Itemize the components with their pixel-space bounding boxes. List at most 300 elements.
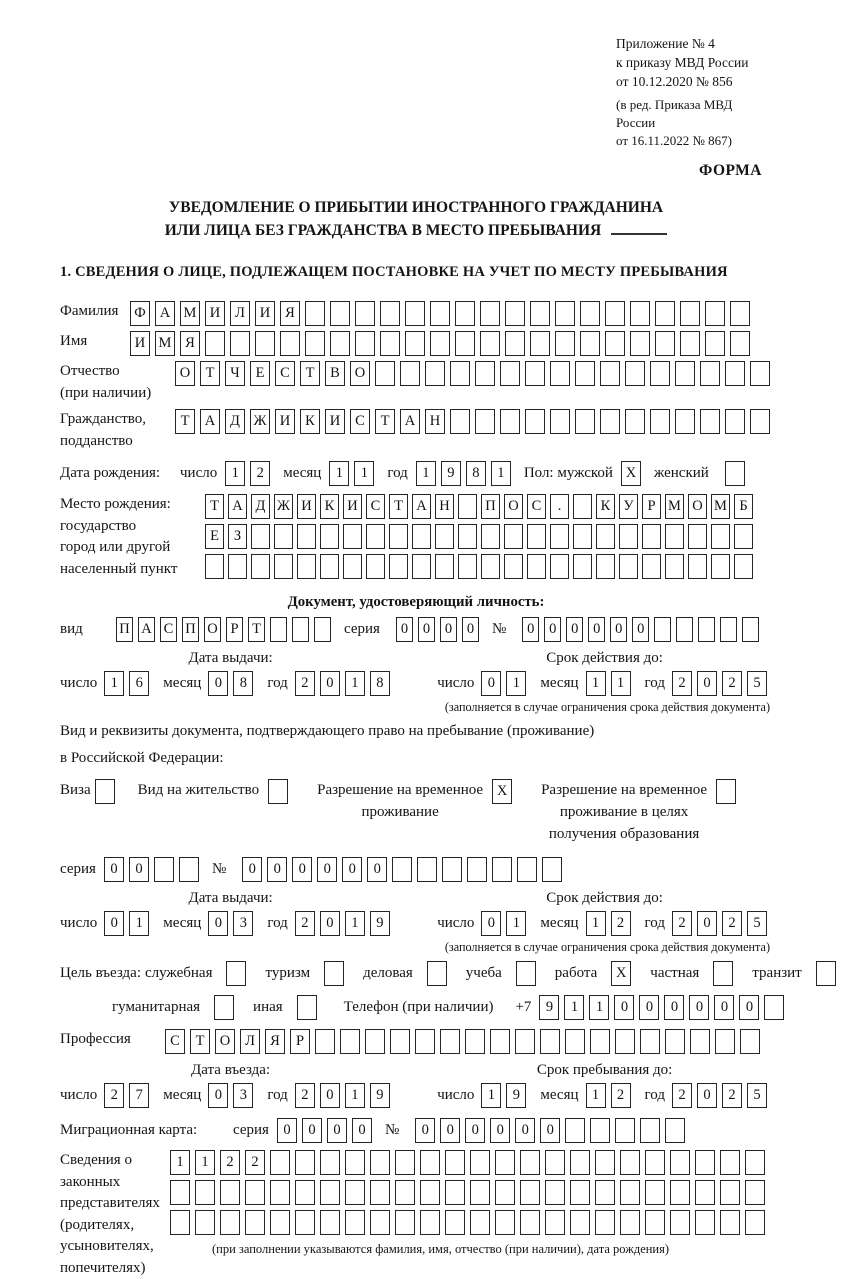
form-cell[interactable] xyxy=(305,331,325,356)
form-cell[interactable]: 0 xyxy=(639,995,659,1020)
form-cell[interactable] xyxy=(370,1180,390,1205)
form-cell[interactable] xyxy=(320,1180,340,1205)
form-cell[interactable] xyxy=(314,617,331,642)
form-cell[interactable] xyxy=(620,1150,640,1175)
form-cell[interactable]: 9 xyxy=(539,995,559,1020)
form-cell[interactable] xyxy=(440,1029,460,1054)
form-cell[interactable] xyxy=(730,331,750,356)
form-cell[interactable] xyxy=(405,331,425,356)
form-cell[interactable] xyxy=(720,617,737,642)
form-cell[interactable]: 1 xyxy=(586,671,606,696)
form-cell[interactable] xyxy=(355,301,375,326)
form-cell[interactable]: 0 xyxy=(320,671,340,696)
form-cell[interactable] xyxy=(475,361,495,386)
form-cell[interactable] xyxy=(430,331,450,356)
form-cell[interactable]: И xyxy=(205,301,225,326)
form-cell[interactable] xyxy=(645,1210,665,1235)
form-cell[interactable] xyxy=(542,857,562,882)
form-cell[interactable] xyxy=(530,331,550,356)
form-cell[interactable] xyxy=(226,961,246,986)
form-cell[interactable]: С xyxy=(165,1029,185,1054)
form-cell[interactable] xyxy=(455,301,475,326)
form-cell[interactable]: И xyxy=(343,494,362,519)
form-cell[interactable] xyxy=(365,1029,385,1054)
form-cell[interactable] xyxy=(324,961,344,986)
form-cell[interactable] xyxy=(725,461,745,486)
form-cell[interactable]: 0 xyxy=(415,1118,435,1143)
form-cell[interactable] xyxy=(515,1029,535,1054)
form-cell[interactable]: 8 xyxy=(466,461,486,486)
form-cell[interactable]: 2 xyxy=(245,1150,265,1175)
form-cell[interactable] xyxy=(179,857,199,882)
form-cell[interactable]: 0 xyxy=(208,1083,228,1108)
form-cell[interactable] xyxy=(415,1029,435,1054)
form-cell[interactable] xyxy=(467,857,487,882)
form-cell[interactable] xyxy=(665,524,684,549)
form-cell[interactable]: 1 xyxy=(589,995,609,1020)
form-cell[interactable]: Р xyxy=(290,1029,310,1054)
form-cell[interactable] xyxy=(573,524,592,549)
form-cell[interactable] xyxy=(580,331,600,356)
form-cell[interactable]: П xyxy=(182,617,199,642)
form-cell[interactable] xyxy=(734,554,753,579)
form-cell[interactable] xyxy=(715,1029,735,1054)
form-cell[interactable]: П xyxy=(481,494,500,519)
form-cell[interactable]: 0 xyxy=(320,911,340,936)
form-cell[interactable]: Ж xyxy=(250,409,270,434)
form-cell[interactable] xyxy=(395,1150,415,1175)
form-cell[interactable] xyxy=(420,1210,440,1235)
form-cell[interactable] xyxy=(435,524,454,549)
form-cell[interactable] xyxy=(170,1210,190,1235)
form-cell[interactable] xyxy=(570,1150,590,1175)
form-cell[interactable] xyxy=(725,361,745,386)
form-cell[interactable] xyxy=(470,1180,490,1205)
form-cell[interactable] xyxy=(716,779,736,804)
form-cell[interactable] xyxy=(320,1210,340,1235)
form-cell[interactable]: 1 xyxy=(225,461,245,486)
form-cell[interactable]: 1 xyxy=(491,461,511,486)
form-cell[interactable]: Т xyxy=(200,361,220,386)
form-cell[interactable] xyxy=(680,331,700,356)
form-cell[interactable]: 0 xyxy=(697,671,717,696)
form-cell[interactable] xyxy=(490,1029,510,1054)
form-cell[interactable] xyxy=(540,1029,560,1054)
form-cell[interactable] xyxy=(675,361,695,386)
form-cell[interactable] xyxy=(670,1150,690,1175)
form-cell[interactable]: И xyxy=(130,331,150,356)
form-cell[interactable]: 1 xyxy=(345,911,365,936)
form-cell[interactable]: К xyxy=(300,409,320,434)
form-cell[interactable] xyxy=(475,409,495,434)
form-cell[interactable] xyxy=(458,494,477,519)
form-cell[interactable]: 0 xyxy=(440,1118,460,1143)
form-cell[interactable]: О xyxy=(204,617,221,642)
form-cell[interactable] xyxy=(389,524,408,549)
form-cell[interactable] xyxy=(292,617,309,642)
form-cell[interactable]: 2 xyxy=(672,911,692,936)
form-cell[interactable] xyxy=(680,301,700,326)
form-cell[interactable] xyxy=(470,1210,490,1235)
form-cell[interactable]: А xyxy=(228,494,247,519)
form-cell[interactable] xyxy=(480,301,500,326)
form-cell[interactable] xyxy=(565,1029,585,1054)
form-cell[interactable] xyxy=(527,524,546,549)
form-cell[interactable] xyxy=(389,554,408,579)
form-cell[interactable]: 1 xyxy=(354,461,374,486)
form-cell[interactable]: 0 xyxy=(462,617,479,642)
form-cell[interactable]: 8 xyxy=(233,671,253,696)
form-cell[interactable] xyxy=(645,1180,665,1205)
form-cell[interactable] xyxy=(565,1118,585,1143)
form-cell[interactable]: X xyxy=(492,779,512,804)
form-cell[interactable]: 1 xyxy=(345,1083,365,1108)
form-cell[interactable] xyxy=(370,1150,390,1175)
form-cell[interactable] xyxy=(570,1210,590,1235)
form-cell[interactable]: 1 xyxy=(195,1150,215,1175)
form-cell[interactable] xyxy=(205,331,225,356)
form-cell[interactable] xyxy=(170,1180,190,1205)
form-cell[interactable]: 0 xyxy=(440,617,457,642)
form-cell[interactable] xyxy=(345,1210,365,1235)
form-cell[interactable] xyxy=(620,1210,640,1235)
form-cell[interactable] xyxy=(435,554,454,579)
form-cell[interactable] xyxy=(154,857,174,882)
form-cell[interactable]: 1 xyxy=(104,671,124,696)
form-cell[interactable]: 0 xyxy=(317,857,337,882)
form-cell[interactable]: Л xyxy=(240,1029,260,1054)
form-cell[interactable] xyxy=(195,1180,215,1205)
form-cell[interactable]: 9 xyxy=(441,461,461,486)
form-cell[interactable] xyxy=(330,331,350,356)
form-cell[interactable]: 2 xyxy=(672,1083,692,1108)
form-cell[interactable] xyxy=(297,995,317,1020)
form-cell[interactable] xyxy=(481,554,500,579)
form-cell[interactable]: 0 xyxy=(697,1083,717,1108)
form-cell[interactable] xyxy=(676,617,693,642)
form-cell[interactable] xyxy=(619,524,638,549)
form-cell[interactable] xyxy=(750,409,770,434)
form-cell[interactable] xyxy=(505,301,525,326)
form-cell[interactable] xyxy=(725,409,745,434)
form-cell[interactable]: 1 xyxy=(481,1083,501,1108)
form-cell[interactable]: 0 xyxy=(588,617,605,642)
form-cell[interactable] xyxy=(695,1150,715,1175)
form-cell[interactable]: С xyxy=(160,617,177,642)
form-cell[interactable] xyxy=(545,1210,565,1235)
form-cell[interactable] xyxy=(500,361,520,386)
form-cell[interactable] xyxy=(251,554,270,579)
form-cell[interactable]: 5 xyxy=(747,911,767,936)
form-cell[interactable]: 2 xyxy=(611,911,631,936)
form-cell[interactable] xyxy=(525,409,545,434)
form-cell[interactable]: А xyxy=(138,617,155,642)
form-cell[interactable] xyxy=(465,1029,485,1054)
form-cell[interactable] xyxy=(654,617,671,642)
form-cell[interactable] xyxy=(530,301,550,326)
form-cell[interactable] xyxy=(630,331,650,356)
form-cell[interactable] xyxy=(345,1150,365,1175)
form-cell[interactable] xyxy=(245,1180,265,1205)
form-cell[interactable]: 7 xyxy=(129,1083,149,1108)
form-cell[interactable] xyxy=(596,554,615,579)
form-cell[interactable] xyxy=(517,857,537,882)
form-cell[interactable]: 1 xyxy=(416,461,436,486)
form-cell[interactable] xyxy=(550,361,570,386)
form-cell[interactable]: Л xyxy=(230,301,250,326)
form-cell[interactable] xyxy=(445,1210,465,1235)
form-cell[interactable] xyxy=(645,1150,665,1175)
form-cell[interactable] xyxy=(640,1118,660,1143)
form-cell[interactable] xyxy=(525,361,545,386)
form-cell[interactable] xyxy=(330,301,350,326)
form-cell[interactable] xyxy=(320,524,339,549)
form-cell[interactable] xyxy=(720,1210,740,1235)
form-cell[interactable] xyxy=(650,409,670,434)
form-cell[interactable] xyxy=(412,554,431,579)
form-cell[interactable] xyxy=(392,857,412,882)
form-cell[interactable] xyxy=(570,1180,590,1205)
form-cell[interactable] xyxy=(320,1150,340,1175)
form-cell[interactable] xyxy=(665,1118,685,1143)
form-cell[interactable] xyxy=(495,1180,515,1205)
form-cell[interactable]: 2 xyxy=(672,671,692,696)
form-cell[interactable] xyxy=(520,1210,540,1235)
form-cell[interactable] xyxy=(400,361,420,386)
form-cell[interactable] xyxy=(270,1150,290,1175)
form-cell[interactable] xyxy=(220,1180,240,1205)
form-cell[interactable] xyxy=(505,331,525,356)
form-cell[interactable] xyxy=(492,857,512,882)
form-cell[interactable] xyxy=(655,301,675,326)
form-cell[interactable] xyxy=(214,995,234,1020)
form-cell[interactable] xyxy=(430,301,450,326)
form-cell[interactable] xyxy=(595,1180,615,1205)
form-cell[interactable]: 2 xyxy=(611,1083,631,1108)
form-cell[interactable]: 0 xyxy=(465,1118,485,1143)
form-cell[interactable] xyxy=(504,554,523,579)
form-cell[interactable] xyxy=(730,301,750,326)
form-cell[interactable] xyxy=(450,409,470,434)
form-cell[interactable] xyxy=(270,617,287,642)
form-cell[interactable]: О xyxy=(175,361,195,386)
form-cell[interactable] xyxy=(274,524,293,549)
form-cell[interactable] xyxy=(343,554,362,579)
form-cell[interactable] xyxy=(527,554,546,579)
form-cell[interactable] xyxy=(220,1210,240,1235)
form-cell[interactable]: Н xyxy=(435,494,454,519)
form-cell[interactable] xyxy=(705,331,725,356)
form-cell[interactable]: С xyxy=(527,494,546,519)
form-cell[interactable]: О xyxy=(688,494,707,519)
form-cell[interactable]: Н xyxy=(425,409,445,434)
form-cell[interactable]: 2 xyxy=(722,1083,742,1108)
form-cell[interactable] xyxy=(270,1180,290,1205)
form-cell[interactable] xyxy=(380,301,400,326)
form-cell[interactable] xyxy=(720,1150,740,1175)
form-cell[interactable] xyxy=(670,1180,690,1205)
form-cell[interactable] xyxy=(625,409,645,434)
form-cell[interactable] xyxy=(295,1180,315,1205)
form-cell[interactable]: 9 xyxy=(370,911,390,936)
form-cell[interactable]: А xyxy=(400,409,420,434)
form-cell[interactable]: 0 xyxy=(320,1083,340,1108)
form-cell[interactable]: 0 xyxy=(610,617,627,642)
form-cell[interactable] xyxy=(395,1180,415,1205)
form-cell[interactable]: В xyxy=(325,361,345,386)
form-cell[interactable] xyxy=(445,1180,465,1205)
form-cell[interactable] xyxy=(504,524,523,549)
form-cell[interactable] xyxy=(355,331,375,356)
form-cell[interactable] xyxy=(720,1180,740,1205)
form-cell[interactable]: 9 xyxy=(370,1083,390,1108)
form-cell[interactable]: 5 xyxy=(747,671,767,696)
form-cell[interactable]: 0 xyxy=(614,995,634,1020)
form-cell[interactable]: У xyxy=(619,494,638,519)
form-cell[interactable]: 1 xyxy=(611,671,631,696)
form-cell[interactable]: 1 xyxy=(329,461,349,486)
form-cell[interactable] xyxy=(711,524,730,549)
form-cell[interactable] xyxy=(390,1029,410,1054)
form-cell[interactable] xyxy=(427,961,447,986)
form-cell[interactable] xyxy=(675,409,695,434)
form-cell[interactable] xyxy=(520,1180,540,1205)
form-cell[interactable] xyxy=(596,524,615,549)
form-cell[interactable] xyxy=(619,554,638,579)
form-cell[interactable]: 0 xyxy=(277,1118,297,1143)
form-cell[interactable]: А xyxy=(155,301,175,326)
form-cell[interactable]: 0 xyxy=(515,1118,535,1143)
form-cell[interactable]: 9 xyxy=(506,1083,526,1108)
form-cell[interactable]: X xyxy=(611,961,631,986)
form-cell[interactable] xyxy=(688,524,707,549)
form-cell[interactable]: 1 xyxy=(586,1083,606,1108)
form-cell[interactable] xyxy=(251,524,270,549)
form-cell[interactable]: 0 xyxy=(739,995,759,1020)
form-cell[interactable] xyxy=(655,331,675,356)
form-cell[interactable] xyxy=(745,1180,765,1205)
form-cell[interactable] xyxy=(734,524,753,549)
form-cell[interactable]: . xyxy=(550,494,569,519)
form-cell[interactable]: Р xyxy=(642,494,661,519)
form-cell[interactable]: 1 xyxy=(506,671,526,696)
form-cell[interactable]: 1 xyxy=(170,1150,190,1175)
form-cell[interactable]: И xyxy=(325,409,345,434)
form-cell[interactable]: О xyxy=(504,494,523,519)
form-cell[interactable] xyxy=(495,1210,515,1235)
form-cell[interactable]: 2 xyxy=(220,1150,240,1175)
form-cell[interactable] xyxy=(700,409,720,434)
form-cell[interactable]: 2 xyxy=(295,911,315,936)
form-cell[interactable]: Ж xyxy=(274,494,293,519)
form-cell[interactable] xyxy=(274,554,293,579)
form-cell[interactable]: Т xyxy=(389,494,408,519)
form-cell[interactable] xyxy=(495,1150,515,1175)
form-cell[interactable] xyxy=(205,554,224,579)
form-cell[interactable]: П xyxy=(116,617,133,642)
form-cell[interactable]: 0 xyxy=(689,995,709,1020)
form-cell[interactable]: К xyxy=(320,494,339,519)
form-cell[interactable] xyxy=(595,1210,615,1235)
form-cell[interactable] xyxy=(600,409,620,434)
form-cell[interactable] xyxy=(370,1210,390,1235)
form-cell[interactable]: М xyxy=(180,301,200,326)
form-cell[interactable] xyxy=(420,1150,440,1175)
form-cell[interactable] xyxy=(295,1150,315,1175)
form-cell[interactable]: 0 xyxy=(367,857,387,882)
form-cell[interactable] xyxy=(615,1029,635,1054)
form-cell[interactable] xyxy=(417,857,437,882)
form-cell[interactable]: 1 xyxy=(586,911,606,936)
form-cell[interactable]: 0 xyxy=(481,671,501,696)
form-cell[interactable] xyxy=(95,779,115,804)
form-cell[interactable] xyxy=(550,524,569,549)
form-cell[interactable]: Т xyxy=(205,494,224,519)
form-cell[interactable]: 2 xyxy=(250,461,270,486)
form-cell[interactable]: Р xyxy=(226,617,243,642)
form-cell[interactable] xyxy=(605,301,625,326)
form-cell[interactable]: 0 xyxy=(418,617,435,642)
form-cell[interactable]: Т xyxy=(300,361,320,386)
form-cell[interactable] xyxy=(516,961,536,986)
form-cell[interactable] xyxy=(380,331,400,356)
form-cell[interactable]: 0 xyxy=(292,857,312,882)
form-cell[interactable]: М xyxy=(155,331,175,356)
form-cell[interactable] xyxy=(345,1180,365,1205)
form-cell[interactable] xyxy=(297,524,316,549)
form-cell[interactable]: И xyxy=(275,409,295,434)
form-cell[interactable]: С xyxy=(366,494,385,519)
form-cell[interactable] xyxy=(665,1029,685,1054)
form-cell[interactable] xyxy=(764,995,784,1020)
form-cell[interactable]: А xyxy=(412,494,431,519)
form-cell[interactable] xyxy=(230,331,250,356)
form-cell[interactable] xyxy=(412,524,431,549)
form-cell[interactable]: 2 xyxy=(295,1083,315,1108)
form-cell[interactable]: Д xyxy=(251,494,270,519)
form-cell[interactable]: Я xyxy=(265,1029,285,1054)
form-cell[interactable] xyxy=(698,617,715,642)
form-cell[interactable] xyxy=(615,1118,635,1143)
form-cell[interactable] xyxy=(280,331,300,356)
form-cell[interactable] xyxy=(590,1118,610,1143)
form-cell[interactable]: Т xyxy=(175,409,195,434)
form-cell[interactable] xyxy=(455,331,475,356)
form-cell[interactable] xyxy=(650,361,670,386)
form-cell[interactable] xyxy=(665,554,684,579)
form-cell[interactable] xyxy=(470,1150,490,1175)
form-cell[interactable]: Д xyxy=(225,409,245,434)
form-cell[interactable] xyxy=(713,961,733,986)
form-cell[interactable] xyxy=(425,361,445,386)
form-cell[interactable]: 5 xyxy=(747,1083,767,1108)
form-cell[interactable] xyxy=(555,301,575,326)
form-cell[interactable] xyxy=(640,1029,660,1054)
form-cell[interactable]: 0 xyxy=(267,857,287,882)
form-cell[interactable] xyxy=(295,1210,315,1235)
form-cell[interactable] xyxy=(573,554,592,579)
form-cell[interactable] xyxy=(500,409,520,434)
form-cell[interactable] xyxy=(745,1210,765,1235)
form-cell[interactable] xyxy=(600,361,620,386)
form-cell[interactable] xyxy=(305,301,325,326)
form-cell[interactable] xyxy=(545,1150,565,1175)
form-cell[interactable] xyxy=(695,1210,715,1235)
form-cell[interactable] xyxy=(550,409,570,434)
form-cell[interactable]: 0 xyxy=(104,857,124,882)
form-cell[interactable] xyxy=(688,554,707,579)
form-cell[interactable]: 0 xyxy=(697,911,717,936)
